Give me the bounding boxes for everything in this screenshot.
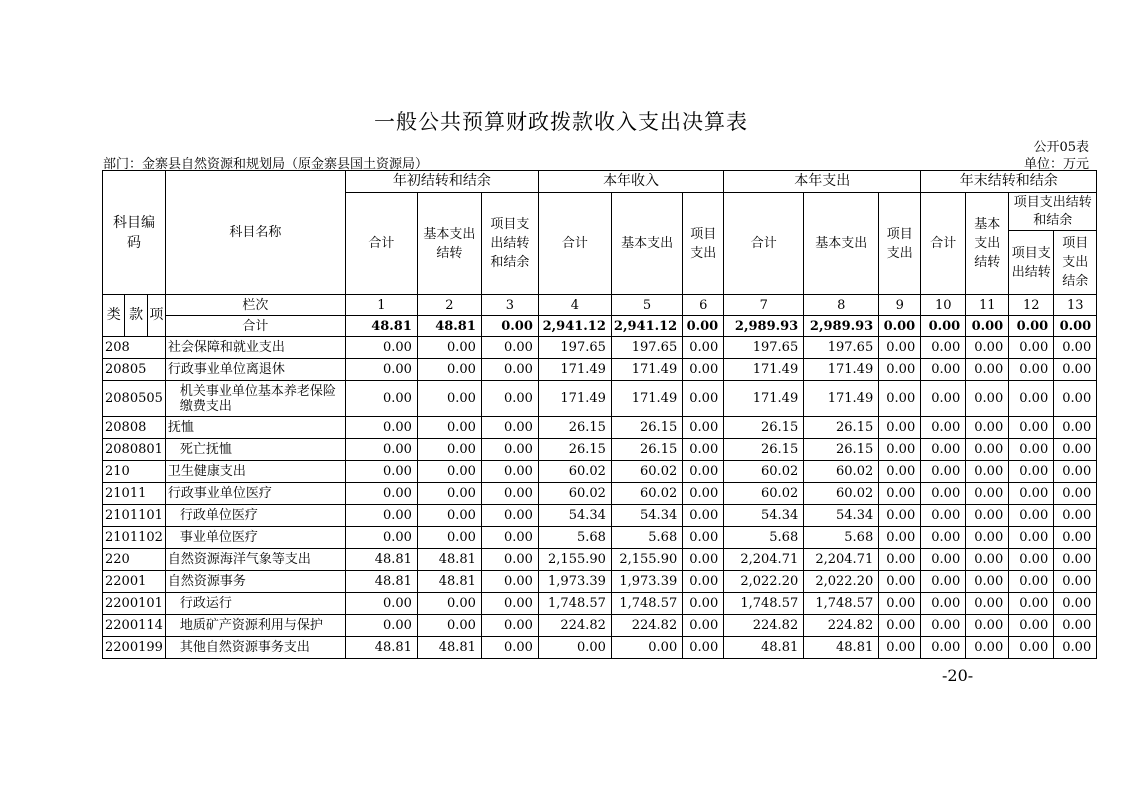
value-cell: 1,748.57 bbox=[538, 593, 611, 615]
value-cell: 5.68 bbox=[804, 527, 879, 549]
value-cell: 0.00 bbox=[966, 615, 1009, 637]
value-cell: 0.00 bbox=[921, 637, 966, 659]
value-cell: 0.00 bbox=[1009, 381, 1054, 417]
value-cell: 0.00 bbox=[683, 359, 724, 381]
value-cell: 171.49 bbox=[611, 381, 682, 417]
value-cell: 197.65 bbox=[724, 337, 804, 359]
value-cell: 0.00 bbox=[921, 337, 966, 359]
value-cell: 0.00 bbox=[1054, 461, 1097, 483]
value-cell: 0.00 bbox=[879, 637, 921, 659]
value-cell: 0.00 bbox=[966, 571, 1009, 593]
total-cell: 2,941.12 bbox=[538, 316, 611, 337]
value-cell: 0.00 bbox=[966, 381, 1009, 417]
value-cell: 48.81 bbox=[417, 571, 481, 593]
value-cell: 0.00 bbox=[879, 571, 921, 593]
subject-name: 自然资源海洋气象等支出 bbox=[165, 549, 345, 571]
table-row bbox=[103, 483, 1097, 505]
value-cell: 0.00 bbox=[1054, 439, 1097, 461]
total-cell: 0.00 bbox=[879, 316, 921, 337]
value-cell: 0.00 bbox=[1009, 417, 1054, 439]
table-row bbox=[103, 637, 1097, 659]
value-cell: 0.00 bbox=[966, 505, 1009, 527]
header-group-expense: 本年支出 bbox=[724, 171, 921, 193]
table-row bbox=[103, 461, 1097, 483]
col-number: 11 bbox=[966, 295, 1009, 316]
header-xiang: 项 bbox=[147, 295, 165, 337]
subject-name: 抚恤 bbox=[165, 417, 345, 439]
table-row bbox=[103, 593, 1097, 615]
value-cell: 26.15 bbox=[538, 417, 611, 439]
subject-name: 行政事业单位离退休 bbox=[165, 359, 345, 381]
header-end-project-carry: 项目支出结转 bbox=[1009, 231, 1054, 295]
value-cell: 60.02 bbox=[804, 483, 879, 505]
header-lei: 类 bbox=[103, 295, 125, 337]
value-cell: 0.00 bbox=[879, 461, 921, 483]
value-cell: 0.00 bbox=[921, 505, 966, 527]
value-cell: 48.81 bbox=[724, 637, 804, 659]
value-cell: 0.00 bbox=[921, 381, 966, 417]
value-cell: 0.00 bbox=[417, 359, 481, 381]
total-cell: 2,989.93 bbox=[804, 316, 879, 337]
value-cell: 0.00 bbox=[1009, 359, 1054, 381]
total-cell: 48.81 bbox=[345, 316, 417, 337]
table-row bbox=[103, 359, 1097, 381]
value-cell: 0.00 bbox=[683, 483, 724, 505]
value-cell: 0.00 bbox=[1054, 615, 1097, 637]
page-title: 一般公共预算财政拨款收入支出决算表 bbox=[374, 110, 748, 134]
value-cell: 0.00 bbox=[683, 593, 724, 615]
value-cell: 26.15 bbox=[804, 439, 879, 461]
col-number: 5 bbox=[611, 295, 682, 316]
value-cell: 60.02 bbox=[724, 461, 804, 483]
unit-label: 单位：万元 bbox=[1023, 157, 1089, 172]
subject-code: 2080801 bbox=[103, 439, 166, 461]
value-cell: 48.81 bbox=[345, 549, 417, 571]
total-cell: 2,941.12 bbox=[611, 316, 682, 337]
value-cell: 48.81 bbox=[804, 637, 879, 659]
value-cell: 60.02 bbox=[538, 461, 611, 483]
value-cell: 224.82 bbox=[804, 615, 879, 637]
value-cell: 0.00 bbox=[481, 439, 538, 461]
value-cell: 0.00 bbox=[345, 527, 417, 549]
subject-name: 卫生健康支出 bbox=[165, 461, 345, 483]
value-cell: 60.02 bbox=[538, 483, 611, 505]
value-cell: 0.00 bbox=[345, 483, 417, 505]
value-cell: 0.00 bbox=[879, 381, 921, 417]
value-cell: 0.00 bbox=[481, 637, 538, 659]
value-cell: 0.00 bbox=[921, 571, 966, 593]
value-cell: 0.00 bbox=[683, 505, 724, 527]
total-cell: 0.00 bbox=[921, 316, 966, 337]
subject-name: 事业单位医疗 bbox=[165, 527, 345, 549]
value-cell: 0.00 bbox=[481, 505, 538, 527]
value-cell: 0.00 bbox=[481, 461, 538, 483]
value-cell: 0.00 bbox=[345, 381, 417, 417]
value-cell: 197.65 bbox=[804, 337, 879, 359]
subject-code: 22001 bbox=[103, 571, 166, 593]
value-cell: 60.02 bbox=[804, 461, 879, 483]
value-cell: 0.00 bbox=[879, 505, 921, 527]
value-cell: 171.49 bbox=[804, 359, 879, 381]
value-cell: 60.02 bbox=[611, 461, 682, 483]
value-cell: 2,155.90 bbox=[538, 549, 611, 571]
value-cell: 5.68 bbox=[724, 527, 804, 549]
value-cell: 0.00 bbox=[345, 461, 417, 483]
header-expense-basic: 基本支出 bbox=[804, 193, 879, 295]
value-cell: 0.00 bbox=[683, 439, 724, 461]
value-cell: 0.00 bbox=[879, 527, 921, 549]
subject-code: 20808 bbox=[103, 417, 166, 439]
col-number: 9 bbox=[879, 295, 921, 316]
value-cell: 0.00 bbox=[966, 439, 1009, 461]
header-begin-total: 合计 bbox=[345, 193, 417, 295]
form-number: 公开05表 bbox=[1033, 140, 1089, 155]
subject-code: 220 bbox=[103, 549, 166, 571]
value-cell: 0.00 bbox=[879, 337, 921, 359]
total-cell: 0.00 bbox=[1009, 316, 1054, 337]
value-cell: 54.34 bbox=[804, 505, 879, 527]
col-number: 4 bbox=[538, 295, 611, 316]
value-cell: 0.00 bbox=[966, 527, 1009, 549]
table-row bbox=[103, 381, 1097, 417]
subject-code: 2200114 bbox=[103, 615, 166, 637]
value-cell: 1,748.57 bbox=[724, 593, 804, 615]
total-cell: 0.00 bbox=[1054, 316, 1097, 337]
budget-table bbox=[102, 170, 1097, 659]
value-cell: 0.00 bbox=[345, 505, 417, 527]
value-cell: 0.00 bbox=[481, 381, 538, 417]
table-row bbox=[103, 549, 1097, 571]
value-cell: 0.00 bbox=[1054, 527, 1097, 549]
value-cell: 0.00 bbox=[683, 527, 724, 549]
value-cell: 0.00 bbox=[417, 593, 481, 615]
value-cell: 0.00 bbox=[481, 571, 538, 593]
value-cell: 0.00 bbox=[1054, 483, 1097, 505]
total-cell: 48.81 bbox=[417, 316, 481, 337]
table-row bbox=[103, 417, 1097, 439]
table-row bbox=[103, 337, 1097, 359]
col-number: 8 bbox=[804, 295, 879, 316]
value-cell: 0.00 bbox=[417, 381, 481, 417]
value-cell: 0.00 bbox=[921, 359, 966, 381]
col-number: 2 bbox=[417, 295, 481, 316]
value-cell: 0.00 bbox=[921, 593, 966, 615]
value-cell: 0.00 bbox=[1054, 505, 1097, 527]
value-cell: 0.00 bbox=[921, 615, 966, 637]
value-cell: 171.49 bbox=[804, 381, 879, 417]
value-cell: 48.81 bbox=[417, 637, 481, 659]
value-cell: 224.82 bbox=[611, 615, 682, 637]
value-cell: 2,204.71 bbox=[804, 549, 879, 571]
value-cell: 0.00 bbox=[417, 483, 481, 505]
col-number: 1 bbox=[345, 295, 417, 316]
value-cell: 0.00 bbox=[683, 381, 724, 417]
table-row bbox=[103, 615, 1097, 637]
value-cell: 0.00 bbox=[683, 615, 724, 637]
value-cell: 0.00 bbox=[683, 571, 724, 593]
value-cell: 171.49 bbox=[538, 381, 611, 417]
subject-code: 21011 bbox=[103, 483, 166, 505]
value-cell: 0.00 bbox=[966, 417, 1009, 439]
total-cell: 0.00 bbox=[481, 316, 538, 337]
value-cell: 0.00 bbox=[1009, 337, 1054, 359]
subject-name: 行政事业单位医疗 bbox=[165, 483, 345, 505]
header-subject-name: 科目名称 bbox=[165, 171, 345, 295]
value-cell: 0.00 bbox=[417, 615, 481, 637]
header-end-total: 合计 bbox=[921, 193, 966, 295]
value-cell: 1,973.39 bbox=[611, 571, 682, 593]
value-cell: 0.00 bbox=[966, 483, 1009, 505]
value-cell: 0.00 bbox=[966, 593, 1009, 615]
value-cell: 0.00 bbox=[417, 505, 481, 527]
total-cell: 2,989.93 bbox=[724, 316, 804, 337]
header-project-carry: 项目支出结转和结余 bbox=[481, 193, 538, 295]
value-cell: 0.00 bbox=[1009, 505, 1054, 527]
value-cell: 171.49 bbox=[724, 381, 804, 417]
value-cell: 26.15 bbox=[724, 417, 804, 439]
subject-code: 208 bbox=[103, 337, 166, 359]
value-cell: 2,022.20 bbox=[804, 571, 879, 593]
value-cell: 0.00 bbox=[966, 461, 1009, 483]
subject-code: 2080505 bbox=[103, 381, 166, 417]
value-cell: 0.00 bbox=[966, 337, 1009, 359]
value-cell: 0.00 bbox=[481, 527, 538, 549]
value-cell: 0.00 bbox=[417, 439, 481, 461]
value-cell: 224.82 bbox=[538, 615, 611, 637]
value-cell: 0.00 bbox=[683, 461, 724, 483]
value-cell: 0.00 bbox=[1009, 527, 1054, 549]
value-cell: 54.34 bbox=[538, 505, 611, 527]
value-cell: 0.00 bbox=[921, 461, 966, 483]
header-income-basic: 基本支出 bbox=[611, 193, 682, 295]
value-cell: 0.00 bbox=[417, 337, 481, 359]
value-cell: 0.00 bbox=[1054, 337, 1097, 359]
value-cell: 0.00 bbox=[481, 593, 538, 615]
value-cell: 0.00 bbox=[1009, 593, 1054, 615]
value-cell: 0.00 bbox=[1009, 637, 1054, 659]
header-group-end: 年末结转和结余 bbox=[921, 171, 1097, 193]
value-cell: 0.00 bbox=[1054, 593, 1097, 615]
value-cell: 0.00 bbox=[345, 593, 417, 615]
value-cell: 0.00 bbox=[921, 417, 966, 439]
header-expense-total: 合计 bbox=[724, 193, 804, 295]
value-cell: 0.00 bbox=[611, 637, 682, 659]
value-cell: 197.65 bbox=[611, 337, 682, 359]
value-cell: 26.15 bbox=[724, 439, 804, 461]
value-cell: 0.00 bbox=[683, 549, 724, 571]
value-cell: 0.00 bbox=[417, 527, 481, 549]
column-index-label: 栏次 bbox=[165, 295, 345, 316]
value-cell: 0.00 bbox=[345, 417, 417, 439]
value-cell: 0.00 bbox=[481, 549, 538, 571]
subject-code: 2101101 bbox=[103, 505, 166, 527]
value-cell: 0.00 bbox=[921, 439, 966, 461]
subject-name: 行政单位医疗 bbox=[165, 505, 345, 527]
value-cell: 54.34 bbox=[724, 505, 804, 527]
value-cell: 0.00 bbox=[1009, 615, 1054, 637]
value-cell: 0.00 bbox=[1009, 483, 1054, 505]
header-group-begin: 年初结转和结余 bbox=[345, 171, 538, 193]
value-cell: 0.00 bbox=[966, 359, 1009, 381]
value-cell: 1,748.57 bbox=[804, 593, 879, 615]
header-end-project-group: 项目支出结转和结余 bbox=[1009, 193, 1097, 231]
header-end-basic: 基本支出结转 bbox=[966, 193, 1009, 295]
col-number: 13 bbox=[1054, 295, 1097, 316]
value-cell: 2,022.20 bbox=[724, 571, 804, 593]
table-row bbox=[103, 505, 1097, 527]
value-cell: 0.00 bbox=[1054, 637, 1097, 659]
subject-name: 社会保障和就业支出 bbox=[165, 337, 345, 359]
value-cell: 0.00 bbox=[481, 359, 538, 381]
value-cell: 224.82 bbox=[724, 615, 804, 637]
value-cell: 171.49 bbox=[538, 359, 611, 381]
value-cell: 5.68 bbox=[611, 527, 682, 549]
table-row bbox=[103, 439, 1097, 461]
table-row bbox=[103, 571, 1097, 593]
subject-name: 死亡抚恤 bbox=[165, 439, 345, 461]
value-cell: 0.00 bbox=[921, 549, 966, 571]
value-cell: 0.00 bbox=[345, 615, 417, 637]
col-number: 12 bbox=[1009, 295, 1054, 316]
total-cell: 0.00 bbox=[966, 316, 1009, 337]
value-cell: 2,155.90 bbox=[611, 549, 682, 571]
subject-code: 2200101 bbox=[103, 593, 166, 615]
value-cell: 26.15 bbox=[611, 439, 682, 461]
value-cell: 0.00 bbox=[1009, 461, 1054, 483]
value-cell: 0.00 bbox=[683, 417, 724, 439]
value-cell: 60.02 bbox=[611, 483, 682, 505]
value-cell: 48.81 bbox=[345, 571, 417, 593]
value-cell: 0.00 bbox=[481, 483, 538, 505]
value-cell: 0.00 bbox=[879, 615, 921, 637]
header-subject-code: 科目编码 bbox=[103, 171, 166, 295]
value-cell: 0.00 bbox=[921, 483, 966, 505]
value-cell: 0.00 bbox=[879, 593, 921, 615]
header-kuan: 款 bbox=[125, 295, 147, 337]
value-cell: 0.00 bbox=[345, 359, 417, 381]
value-cell: 60.02 bbox=[724, 483, 804, 505]
value-cell: 0.00 bbox=[481, 337, 538, 359]
header-end-project-balance: 项目支出结余 bbox=[1054, 231, 1097, 295]
value-cell: 0.00 bbox=[417, 461, 481, 483]
subject-name: 地质矿产资源利用与保护 bbox=[165, 615, 345, 637]
subject-name: 机关事业单位基本养老保险缴费支出 bbox=[165, 381, 345, 417]
value-cell: 171.49 bbox=[724, 359, 804, 381]
header-income-project: 项目支出 bbox=[683, 193, 724, 295]
subject-code: 20805 bbox=[103, 359, 166, 381]
value-cell: 0.00 bbox=[683, 637, 724, 659]
value-cell: 0.00 bbox=[481, 417, 538, 439]
col-number: 3 bbox=[481, 295, 538, 316]
value-cell: 197.65 bbox=[538, 337, 611, 359]
value-cell: 48.81 bbox=[345, 637, 417, 659]
value-cell: 0.00 bbox=[1054, 417, 1097, 439]
value-cell: 0.00 bbox=[345, 337, 417, 359]
value-cell: 0.00 bbox=[879, 439, 921, 461]
value-cell: 54.34 bbox=[611, 505, 682, 527]
value-cell: 0.00 bbox=[966, 637, 1009, 659]
header-basic-carry: 基本支出结转 bbox=[417, 193, 481, 295]
value-cell: 0.00 bbox=[538, 637, 611, 659]
value-cell: 0.00 bbox=[921, 527, 966, 549]
table-row bbox=[103, 527, 1097, 549]
value-cell: 0.00 bbox=[879, 483, 921, 505]
value-cell: 0.00 bbox=[1009, 549, 1054, 571]
value-cell: 26.15 bbox=[538, 439, 611, 461]
value-cell: 0.00 bbox=[966, 549, 1009, 571]
subject-code: 2200199 bbox=[103, 637, 166, 659]
subject-code: 2101102 bbox=[103, 527, 166, 549]
value-cell: 0.00 bbox=[1054, 381, 1097, 417]
value-cell: 1,748.57 bbox=[611, 593, 682, 615]
header-group-income: 本年收入 bbox=[538, 171, 723, 193]
subject-name: 自然资源事务 bbox=[165, 571, 345, 593]
value-cell: 0.00 bbox=[1054, 359, 1097, 381]
value-cell: 1,973.39 bbox=[538, 571, 611, 593]
value-cell: 48.81 bbox=[417, 549, 481, 571]
value-cell: 0.00 bbox=[1054, 549, 1097, 571]
value-cell: 0.00 bbox=[879, 359, 921, 381]
col-number: 6 bbox=[683, 295, 724, 316]
col-number: 7 bbox=[724, 295, 804, 316]
value-cell: 0.00 bbox=[481, 615, 538, 637]
value-cell: 5.68 bbox=[538, 527, 611, 549]
value-cell: 0.00 bbox=[345, 439, 417, 461]
value-cell: 0.00 bbox=[1009, 571, 1054, 593]
subject-name: 其他自然资源事务支出 bbox=[165, 637, 345, 659]
value-cell: 0.00 bbox=[879, 549, 921, 571]
value-cell: 0.00 bbox=[879, 417, 921, 439]
value-cell: 171.49 bbox=[611, 359, 682, 381]
value-cell: 26.15 bbox=[804, 417, 879, 439]
total-cell: 0.00 bbox=[683, 316, 724, 337]
col-number: 10 bbox=[921, 295, 966, 316]
total-row-label: 合计 bbox=[165, 316, 345, 337]
subject-code: 210 bbox=[103, 461, 166, 483]
subject-name: 行政运行 bbox=[165, 593, 345, 615]
department-label: 部门：金寨县自然资源和规划局（原金寨县国土资源局） bbox=[103, 157, 429, 172]
value-cell: 0.00 bbox=[683, 337, 724, 359]
total-row bbox=[103, 316, 1097, 337]
header-income-total: 合计 bbox=[538, 193, 611, 295]
value-cell: 0.00 bbox=[1009, 439, 1054, 461]
value-cell: 0.00 bbox=[417, 417, 481, 439]
header-expense-project: 项目支出 bbox=[879, 193, 921, 295]
value-cell: 2,204.71 bbox=[724, 549, 804, 571]
value-cell: 0.00 bbox=[1054, 571, 1097, 593]
value-cell: 26.15 bbox=[611, 417, 682, 439]
page-number: -20- bbox=[942, 666, 974, 685]
